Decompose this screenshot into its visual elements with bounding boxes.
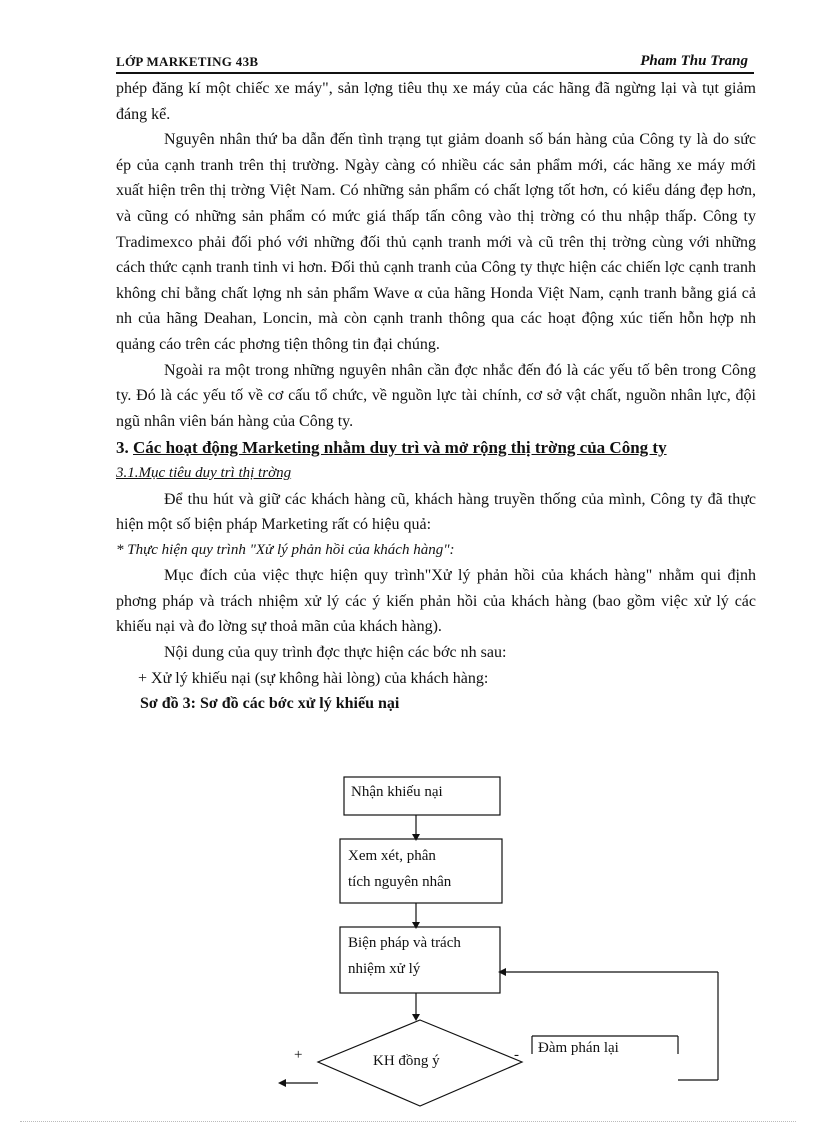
box2-label-line1: Xem xét, phân [348,848,436,864]
paragraph-continuation: phép đăng kí một chiếc xe máy", sản lợng tiêu thụ xe máy của các hãng đã ngừng lại và tụt giảm đáng kể. [116,80,756,123]
box3-label-line1: Biện pháp và trách [348,935,461,951]
minus-label: - [514,1047,519,1063]
paragraph-third-reason: Nguyên nhân thứ ba dẫn đến tình trạng tụt giảm doanh số bán hàng của Công ty là do sức ép của cạnh tranh trên thị trường. Ngày càng có nhiều các sản phẩm mới, các hãng xe máy mới xuất hiện trên thị trờng Việt Nam. Có những sản phẩm có chất lợng tốt hơn, có kiểu dáng đẹp hơn, và cũng có những sản phẩm có mức giá thấp tấn công vào thị trờng có thu nhập thấp. Công ty Tradimexco phải đối phó với những đối thủ cạnh tranh mới và cũ trên thị trờng cùng với những cách thức cạnh tranh tinh vi hơn. Đối thủ cạnh tranh của Công ty thực hiện các chiến lợc cạnh tranh không chỉ bằng chất lợng nh sản phẩm Wave α của hãng Honda Việt Nam, cạnh tranh bằng giá cả nh của hãng Deahan, Loncin, mà còn cạnh tranh thông qua các hoạt động xúc tiến hỗn hợp nh quảng cáo trên các phơng tiện thông tin đại chúng. [116,131,756,353]
paragraph-purpose: Mục đích của việc thực hiện quy trình"Xử lý phản hồi của khách hàng" nhằm qui định phơng pháp và trách nhiệm xử lý các ý kiến phản hồi của khách hàng (bao gồm việc xử lý các khiếu nại và đo lờng sự thoả mãn của khách hàng). [116,567,756,636]
diagram-caption: Sơ đồ 3: Sơ đồ các bớc xử lý khiếu nại [140,695,400,713]
arrowhead-1 [412,834,420,841]
header-author: Pham Thu Trang [640,53,748,69]
box1-label: Nhận khiếu nại [351,784,443,800]
paragraph-marketing-measures: Để thu hút và giữ các khách hàng cũ, khách hàng truyền thống của mình, Công ty đã thực hiện một số biện pháp Marketing rất có hiệu quả: [116,490,756,534]
renegotiate-label: Đàm phán lại [538,1040,619,1056]
box3-label-line2: nhiệm xử lý [348,961,421,977]
italic-procedure-line: * Thực hiện quy trình "Xử lý phản hồi của khách hàng": [116,541,455,558]
subsection-heading: 3.1.Mục tiêu duy trì thị trờng [116,464,292,481]
header-class-label: LỚP MARKETING 43B [116,54,259,69]
box2-label-line2: tích nguyên nhân [348,874,452,890]
diamond-label: KH đồng ý [373,1053,440,1069]
paragraph-steps-intro: Nội dung của quy trình đợc thực hiện các bớc nh sau: [164,644,507,662]
section-title: Các hoạt động Marketing nhằm duy trì và mở rộng thị trờng của Công ty [133,438,667,458]
paragraph-internal-factors: Ngoài ra một trong những nguyên nhân cần đợc nhắc đến đó là các yếu tố bên trong Công ty. Đó là các yếu tố về cơ cấu tổ chức, về nguồn lực tài chính, cơ sở vật chất, nguồn nhân lực, đội ngũ nhân viên bán hàng của Công ty. [116,361,756,430]
arrowhead-yes [278,1079,286,1087]
section-number: 3. [116,438,129,458]
complaint-handling-line: + Xử lý khiếu nại (sự không hài lòng) của khách hàng: [138,669,489,687]
footer-dotted-line [20,1121,796,1122]
arrowhead-loop [498,968,506,976]
arrowhead-2 [412,922,420,929]
plus-label: + [294,1047,303,1063]
